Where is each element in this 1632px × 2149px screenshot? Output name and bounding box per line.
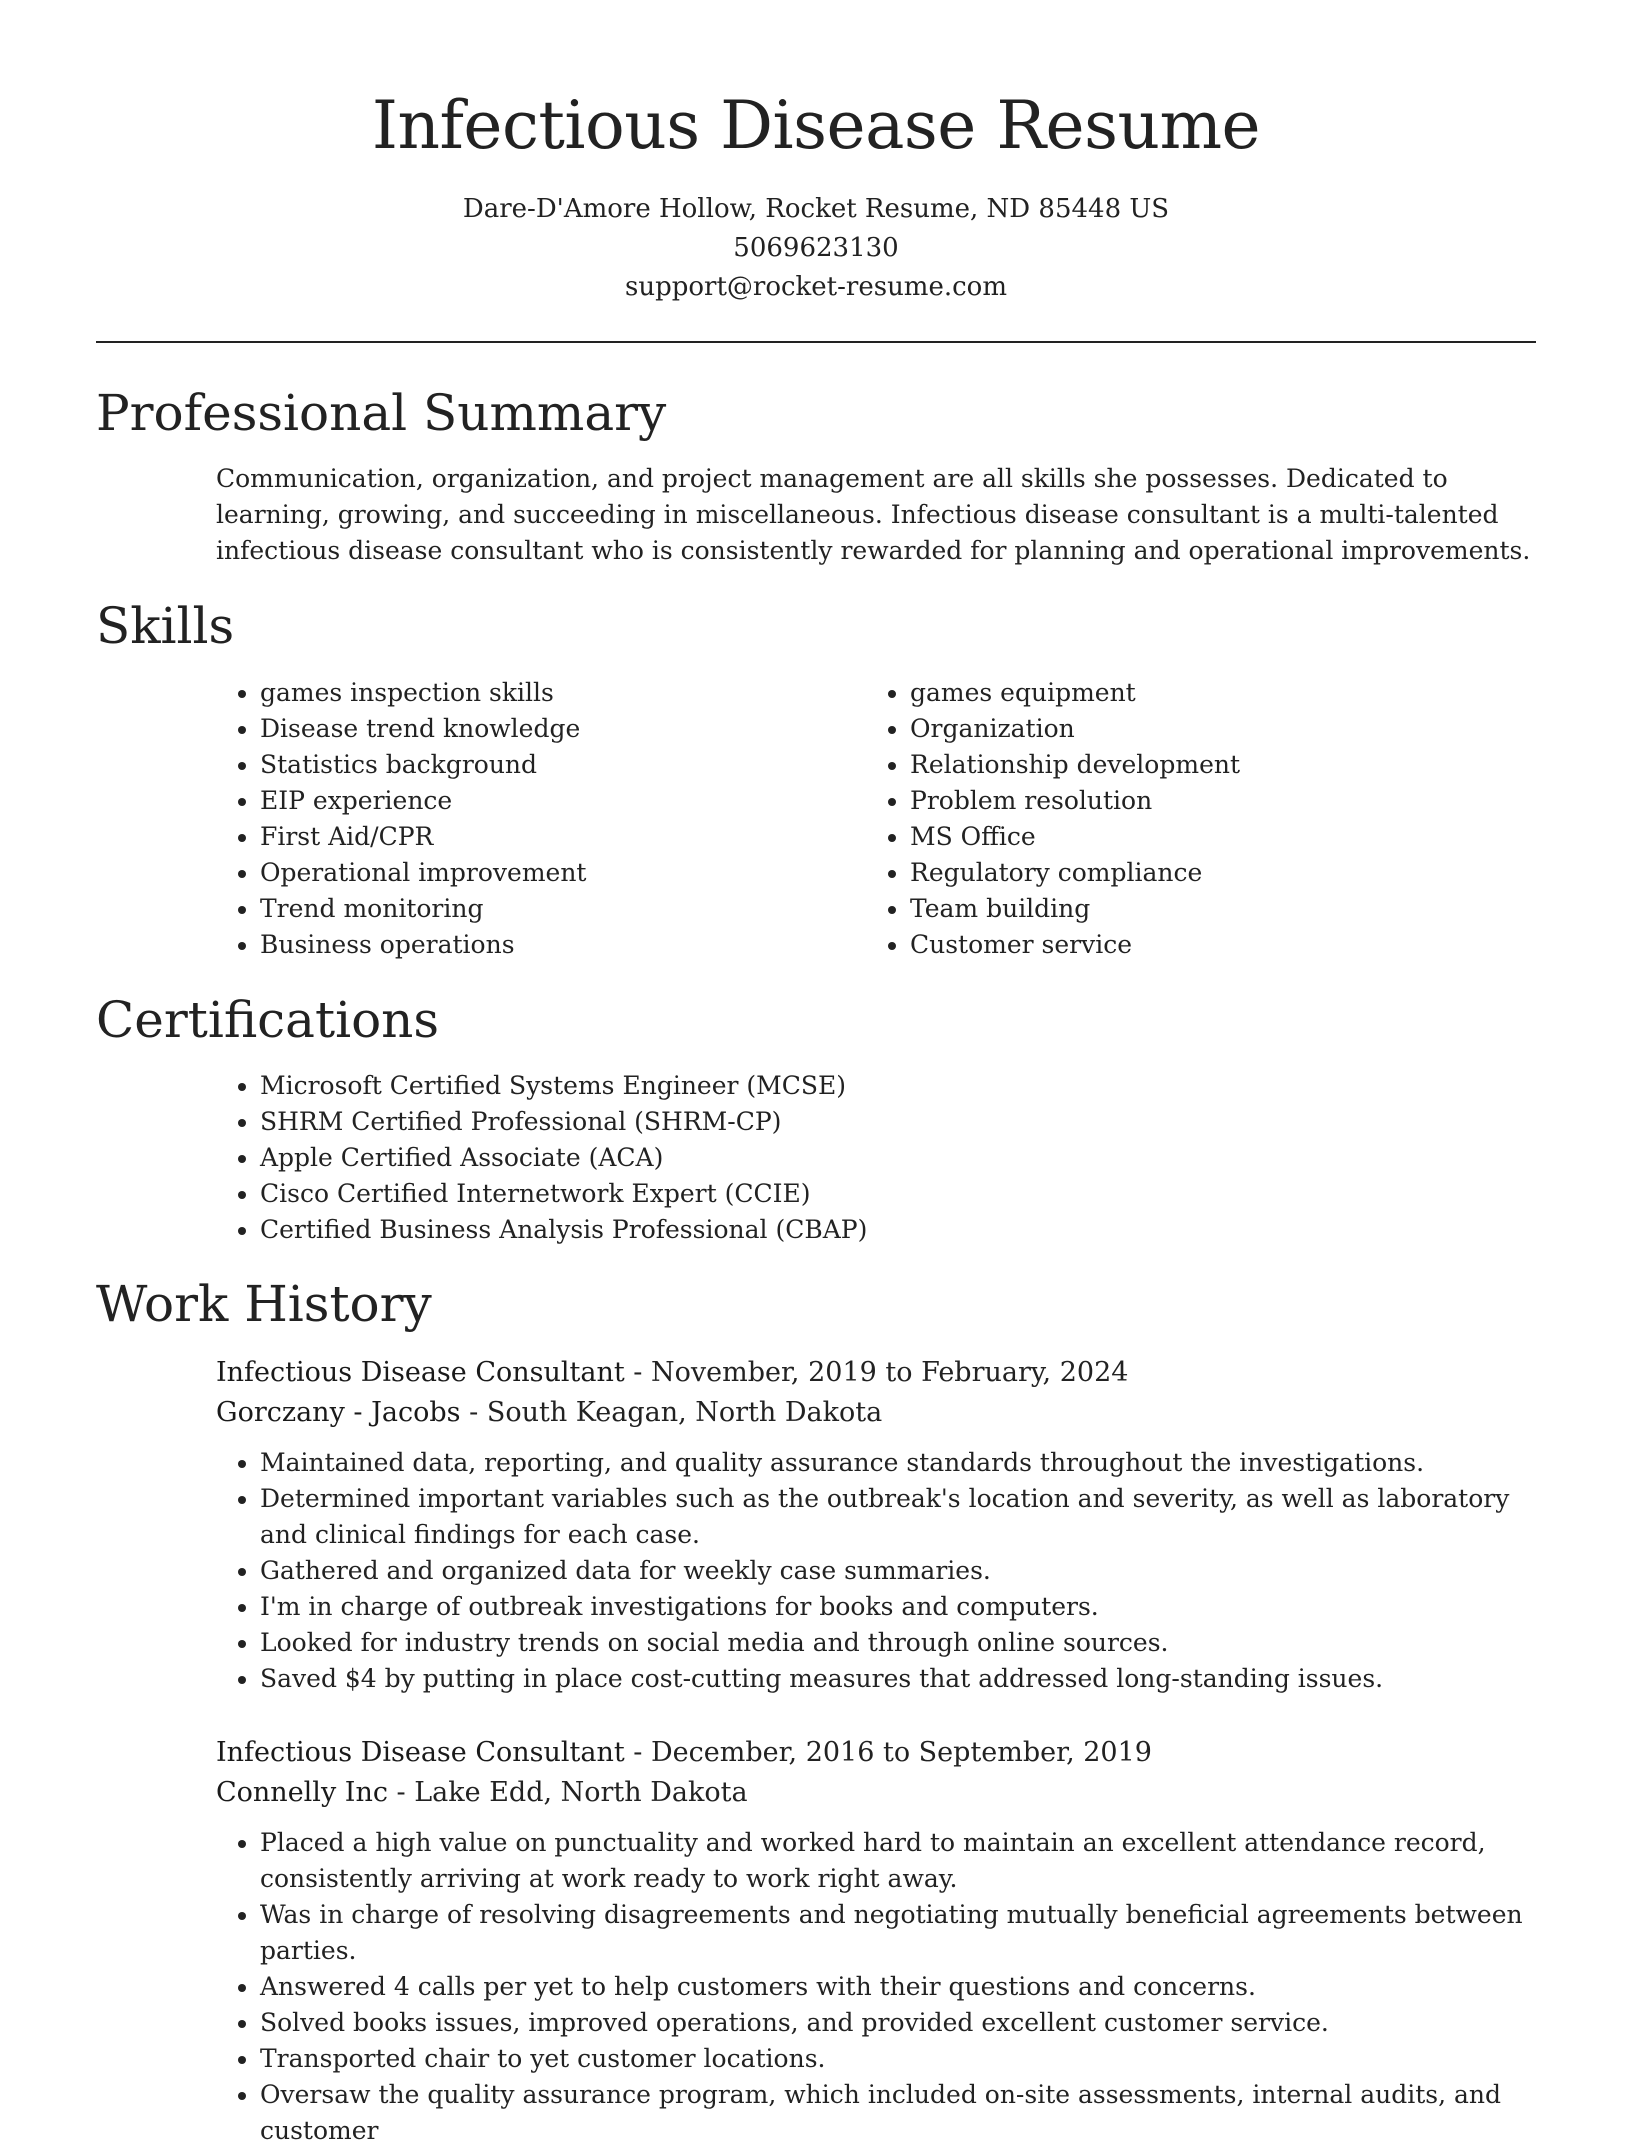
job-company-line <box>216 1773 1536 1813</box>
skill-item: • Disease trend knowledge <box>260 711 816 747</box>
job-duty: • Determined important variables such as the outbreak's location and severity, as well as laboratory and clinical findings for each case. <box>260 1481 1536 1553</box>
job-duty: • Transported chair to yet customer locations. <box>260 2041 1536 2077</box>
skills-column-left <box>216 675 816 963</box>
job-entry <box>216 1353 1536 1697</box>
work-history-heading: Work History <box>96 1275 432 1333</box>
skill-item: • Business operations <box>260 927 816 963</box>
resume-header <box>96 84 1536 307</box>
certifications-list <box>216 1068 1536 1248</box>
skill-item: • games equipment <box>910 675 1526 711</box>
job-duty: • Gathered and organized data for weekly case summaries. <box>260 1553 1536 1589</box>
contact-address: Dare-D'Amore Hollow, Rocket Resume, ND 85448 US <box>462 194 1170 224</box>
skill-item: • MS Office <box>910 819 1526 855</box>
skill-item: • games inspection skills <box>260 675 816 711</box>
summary-text: Communication, organization, and project management are all skills she possesses. Dedicated to learning, growing, and succeeding in miscellaneous. Infectious disease consultant is a multi-talented infectious disease consultant who is consistently rewarded for planning and operational improvements. <box>216 464 1531 565</box>
job-location: - South Keagan, North Dakota <box>460 1397 883 1428</box>
certifications-section <box>216 1068 1536 1248</box>
job-duty: • Oversaw the quality assurance program, which included on-site assessments, internal audits, and customer <box>260 2077 1536 2149</box>
skill-item: • Statistics background <box>260 747 816 783</box>
job-dates: - December, 2016 to September, 2019 <box>624 1737 1152 1768</box>
job-duty: • Was in charge of resolving disagreements and negotiating mutually beneficial agreements between parties. <box>260 1897 1536 1969</box>
summary-heading: Professional Summary <box>96 384 667 442</box>
job-duty: • I'm in charge of outbreak investigations for books and computers. <box>260 1589 1536 1625</box>
job-duty: • Placed a high value on punctuality and worked hard to maintain an excellent attendance record, consistently arriving at work ready to work right away. <box>260 1825 1536 1897</box>
job-title-line <box>216 1353 1536 1393</box>
resume-title: Infectious Disease Resume <box>371 87 1261 164</box>
job-duty: • Maintained data, reporting, and quality assurance standards throughout the investigations. <box>260 1445 1536 1481</box>
skill-item: • Relationship development <box>910 747 1526 783</box>
skill-item: • Customer service <box>910 927 1526 963</box>
certification-item: • Certified Business Analysis Professional (CBAP) <box>260 1212 1536 1248</box>
certification-item: • Apple Certified Associate (ACA) <box>260 1140 1536 1176</box>
certifications-heading: Certifications <box>96 991 440 1049</box>
skills-list-right <box>866 675 1526 963</box>
job-company: Gorczany - Jacobs <box>216 1397 461 1428</box>
certification-item: • SHRM Certified Professional (SHRM-CP) <box>260 1104 1536 1140</box>
skill-item: • Organization <box>910 711 1526 747</box>
skills-list-left <box>216 675 816 963</box>
job-duty: • Looked for industry trends on social media and through online sources. <box>260 1625 1536 1661</box>
certification-item: • Cisco Certified Internetwork Expert (CCIE) <box>260 1176 1536 1212</box>
job-duties-list <box>216 1445 1536 1697</box>
job-company: Connelly Inc <box>216 1777 388 1808</box>
job-location: - Lake Edd, North Dakota <box>387 1777 748 1808</box>
skill-item: • Operational improvement <box>260 855 816 891</box>
skill-item: • Problem resolution <box>910 783 1526 819</box>
job-entry <box>216 1733 1536 2149</box>
job-duty: • Saved $4 by putting in place cost-cutting measures that addressed long-standing issues. <box>260 1661 1536 1697</box>
job-company-line <box>216 1393 1536 1433</box>
skill-item: • First Aid/CPR <box>260 819 816 855</box>
skill-item: • Trend monitoring <box>260 891 816 927</box>
skills-heading: Skills <box>96 597 235 655</box>
job-title-line <box>216 1733 1536 1773</box>
job-title: Infectious Disease Consultant <box>216 1737 625 1768</box>
job-duty: • Answered 4 calls per yet to help customers with their questions and concerns. <box>260 1969 1536 2005</box>
contact-phone: 5069623130 <box>733 233 899 263</box>
contact-email: support@rocket-resume.com <box>624 272 1007 302</box>
skill-item: • Team building <box>910 891 1526 927</box>
header-divider <box>96 341 1536 343</box>
job-duty: • Solved books issues, improved operations, and provided excellent customer service. <box>260 2005 1536 2041</box>
job-dates: - November, 2019 to February, 2024 <box>624 1357 1129 1388</box>
job-title: Infectious Disease Consultant <box>216 1357 625 1388</box>
skill-item: • EIP experience <box>260 783 816 819</box>
skills-column-right <box>866 675 1526 963</box>
certification-item: • Microsoft Certified Systems Engineer (MCSE) <box>260 1068 1536 1104</box>
skill-item: • Regulatory compliance <box>910 855 1526 891</box>
job-duties-list <box>216 1825 1536 2149</box>
